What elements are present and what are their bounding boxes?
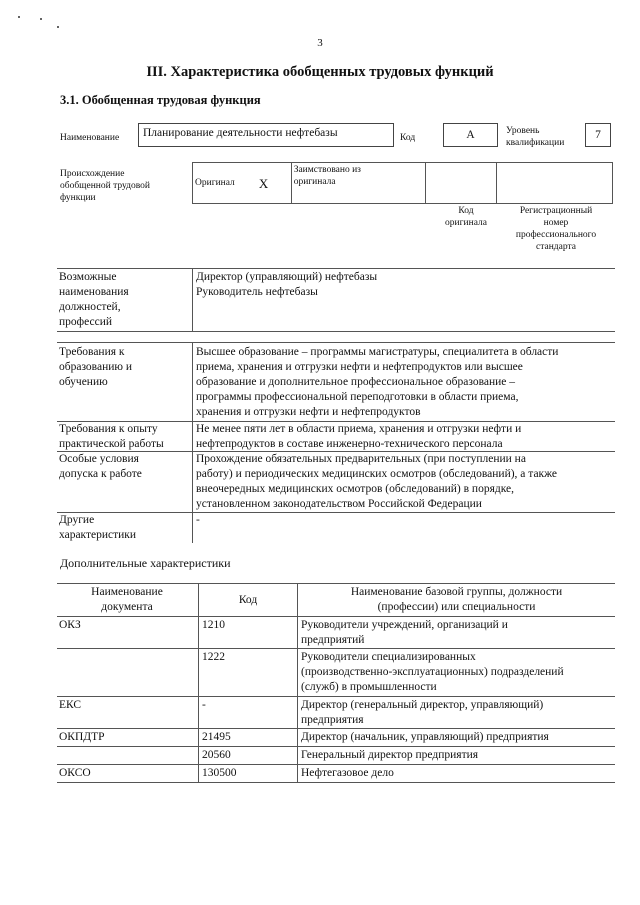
row-name-line: Руководители специализированных (301, 651, 476, 663)
scan-speck (57, 26, 59, 28)
additional-title: Дополнительные характеристики (60, 556, 231, 570)
row-doc: ОКПДТР (59, 731, 105, 743)
divider (198, 729, 199, 746)
experience-label (59, 422, 189, 452)
row-name-line: Директор (генеральный директор, управляющий) (301, 699, 544, 711)
reg-number-caption (500, 205, 612, 253)
experience-value-line: нефтепродуктов в составе инженерно-технического персонала (196, 438, 503, 450)
education-label-line: обучению (59, 376, 108, 388)
divider (192, 269, 193, 331)
scan-speck (40, 18, 42, 20)
table-row (57, 697, 615, 729)
row-name-line: предприятий (301, 634, 365, 646)
scan-speck (18, 16, 20, 18)
requirements-block (57, 342, 615, 543)
header-document-line: Наименование (91, 586, 163, 598)
code-original-caption (430, 205, 502, 229)
reg-caption-line3: профессионального (515, 230, 597, 240)
subsection-title: 3.1. Обобщенная трудовая функция (60, 93, 261, 107)
admission-label (59, 452, 189, 482)
row-doc: ЕКС (59, 699, 82, 711)
code-original-caption-line1: Код (458, 206, 474, 216)
level-label-line2: квалификации (506, 138, 565, 148)
admission-value-line: внеочередных медицинских осмотров (обследований) в порядке, (196, 483, 515, 495)
level-label (506, 125, 564, 149)
divider (192, 343, 193, 543)
row-code: 20560 (202, 749, 231, 761)
admission-value-line: Прохождение обязательных предварительных (при поступлении на (196, 453, 526, 465)
divider (198, 747, 199, 764)
divider (297, 765, 298, 782)
code-original-cell (426, 163, 497, 204)
level-label-line1: Уровень (506, 126, 540, 136)
borrowed-label (291, 163, 425, 204)
row-name (301, 650, 564, 695)
admission-label-line: Особые условия (59, 453, 139, 465)
education-value-line: хранения и отгрузки нефти и нефтепродуктов (196, 406, 421, 418)
admission-value-line: работу) и периодических медицинских осмотров (обследований), а также (196, 468, 558, 480)
other-value (196, 513, 614, 528)
code-original-caption-line2: оригинала (445, 218, 487, 228)
education-value (196, 345, 614, 420)
row-name (301, 698, 543, 728)
name-value: Планирование деятельности нефтебазы (143, 127, 338, 139)
row-doc: ОКСО (59, 767, 91, 779)
level-value: 7 (595, 129, 601, 141)
name-label: Наименование (60, 133, 120, 143)
header-name (298, 585, 615, 615)
education-value-line: приема, хранения и отгрузки нефти и нефтепродуктов или высшее (196, 361, 523, 373)
origin-label-line3: функции (60, 193, 96, 203)
divider (198, 697, 199, 728)
positions-label-line: профессий (59, 316, 113, 328)
row-name-line: (служб) в промышленности (301, 681, 437, 693)
table-row (57, 765, 615, 783)
reg-caption-line4: стандарта (536, 242, 576, 252)
row-code: 1210 (202, 619, 225, 631)
level-value-box (585, 123, 611, 147)
row-name-line: Руководители учреждений, организаций и (301, 619, 508, 631)
row-name (301, 618, 508, 648)
header-document-line: документа (101, 601, 153, 613)
table-row (57, 729, 615, 747)
positions-label (59, 270, 189, 330)
code-value: А (466, 129, 475, 141)
education-value-line: программы профессиональной переподготовки в области приема, (196, 391, 519, 403)
row-name-line: (производственно-эксплуатационных) подразделений (301, 666, 564, 678)
other-value-line: - (196, 514, 200, 526)
reg-number-cell (496, 163, 612, 204)
code-value-box (443, 123, 498, 147)
position-value: Руководитель нефтебазы (196, 286, 318, 298)
table-row (57, 747, 615, 765)
education-label-line: Требования к (59, 346, 125, 358)
header-name-line: (профессии) или специальности (377, 601, 536, 613)
experience-value-line: Не менее пяти лет в области приема, хранения и отгрузки нефти и (196, 423, 522, 435)
additional-table (57, 583, 615, 783)
divider (297, 747, 298, 764)
borrowed-label-line1: Заимствовано из (293, 165, 361, 175)
divider (198, 765, 199, 782)
positions-label-line: Возможные (59, 271, 117, 283)
header-name-line: Наименование базовой группы, должности (350, 586, 563, 598)
header-document (57, 585, 197, 615)
divider (297, 729, 298, 746)
divider (297, 649, 298, 696)
origin-label-line1: Происхождение (60, 169, 125, 179)
row-code: 1222 (202, 651, 225, 663)
header-code: Код (238, 594, 258, 606)
divider (198, 617, 199, 648)
name-value-box (138, 123, 394, 147)
education-value-line: Высшее образование – программы магистратуры, специалитета в области (196, 346, 559, 358)
divider (198, 649, 199, 696)
row-name: Генеральный директор предприятия (301, 749, 479, 761)
experience-label-line: практической работы (59, 438, 164, 450)
borrowed-label-line2: оригинала (293, 177, 336, 187)
row-name: Нефтегазовое дело (301, 767, 394, 779)
other-label-line: характеристики (59, 529, 137, 541)
origin-label-line2: обобщенной трудовой (60, 181, 150, 191)
admission-value-line: установленном законодательством Российской Федерации (196, 498, 482, 510)
row-code: - (202, 699, 206, 711)
origin-table (192, 162, 613, 204)
row-doc: ОКЗ (59, 619, 81, 631)
position-value: Директор (управляющий) нефтебазы (196, 271, 378, 283)
positions-block (57, 268, 615, 332)
code-label: Код (400, 133, 416, 143)
additional-header-row (57, 584, 615, 617)
row-code: 130500 (202, 767, 237, 779)
page-number: 3 (317, 37, 323, 49)
reg-caption-line1: Регистрационный (519, 206, 593, 216)
education-value-line: образование и дополнительное профессиональное образование – (196, 376, 515, 388)
divider (297, 697, 298, 728)
table-row (57, 649, 615, 697)
other-label-line: Другие (59, 514, 95, 526)
experience-value (196, 422, 614, 452)
experience-label-line: Требования к опыту (59, 423, 158, 435)
education-label (59, 345, 189, 390)
other-label (59, 513, 189, 543)
origin-label (60, 168, 150, 204)
section-title: III. Характеристика обобщенных трудовых функций (146, 64, 494, 80)
table-row (57, 617, 615, 649)
reg-caption-line2: номер (543, 218, 569, 228)
row-code: 21495 (202, 731, 231, 743)
row-name-line: предприятия (301, 714, 364, 726)
admission-label-line: допуска к работе (59, 468, 142, 480)
education-label-line: образованию и (59, 361, 132, 373)
admission-value (196, 452, 614, 512)
positions-values (196, 270, 377, 300)
row-name: Директор (начальник, управляющий) предприятия (301, 731, 549, 743)
divider (297, 617, 298, 648)
positions-label-line: наименования (59, 286, 129, 298)
positions-label-line: должностей, (59, 301, 121, 313)
original-mark: X (257, 163, 291, 204)
original-label: Оригинал (193, 163, 257, 204)
